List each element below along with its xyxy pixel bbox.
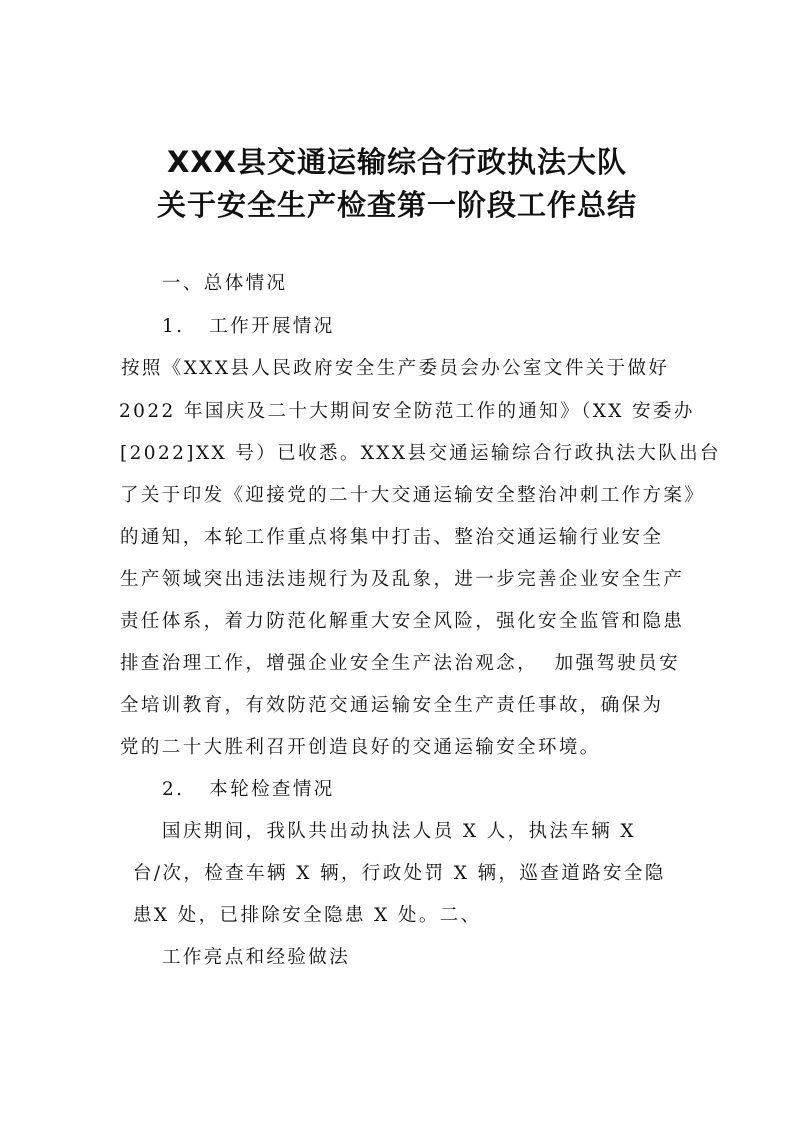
paragraph-line: 生产领域突出违法违规行为及乱象，进一步完善企业安全生产 [120, 569, 685, 590]
paragraph-line: 患X 处，已排除安全隐患 X 处。二、 [133, 905, 482, 926]
subsection-heading-inspection: 2. 本轮检查情况 [162, 779, 335, 800]
subsection-heading-work-progress: 1. 工作开展情况 [162, 316, 335, 337]
section-heading-highlights: 工作亮点和经验做法 [162, 947, 351, 968]
paragraph-line: 排查治理工作，增强企业安全生产法治观念， 加强驾驶员安 [120, 653, 680, 674]
paragraph-line: 国庆期间，我队共出动执法人员 X 人，执法车辆 X [162, 821, 636, 842]
paragraph-line: 的通知，本轮工作重点将集中打击、整治交通运输行业安全 [120, 527, 664, 548]
paragraph-line: [2022]XX 号）已收悉。XXX县交通运输综合行政执法大队出台 [120, 443, 721, 464]
paragraph-line: 按照《XXX县人民政府安全生产委员会办公室文件关于做好 [121, 358, 670, 379]
document-title-line-1: XXX县交通运输综合行政执法大队 [166, 145, 628, 179]
paragraph-line: 2022 年国庆及二十大期间安全防范工作的通知》（XX 安委办 [119, 401, 695, 422]
paragraph-line: 台/次，检查车辆 X 辆，行政处罚 X 辆，巡查道路安全隐 [133, 863, 666, 884]
document-title-line-2: 关于安全生产检查第一阶段工作总结 [156, 188, 637, 222]
section-heading-overview: 一、总体情况 [162, 273, 288, 294]
paragraph-line: 责任体系，着力防范化解重大安全风险，强化安全监管和隐患 [120, 611, 685, 632]
paragraph-line: 了关于印发《迎接党的二十大交通运输安全整治冲刺工作方案》 [120, 485, 706, 506]
paragraph-line: 党的二十大胜利召开创造良好的交通运输安全环境。 [120, 737, 601, 758]
paragraph-line: 全培训教育，有效防范交通运输安全生产责任事故，确保为 [120, 695, 664, 716]
